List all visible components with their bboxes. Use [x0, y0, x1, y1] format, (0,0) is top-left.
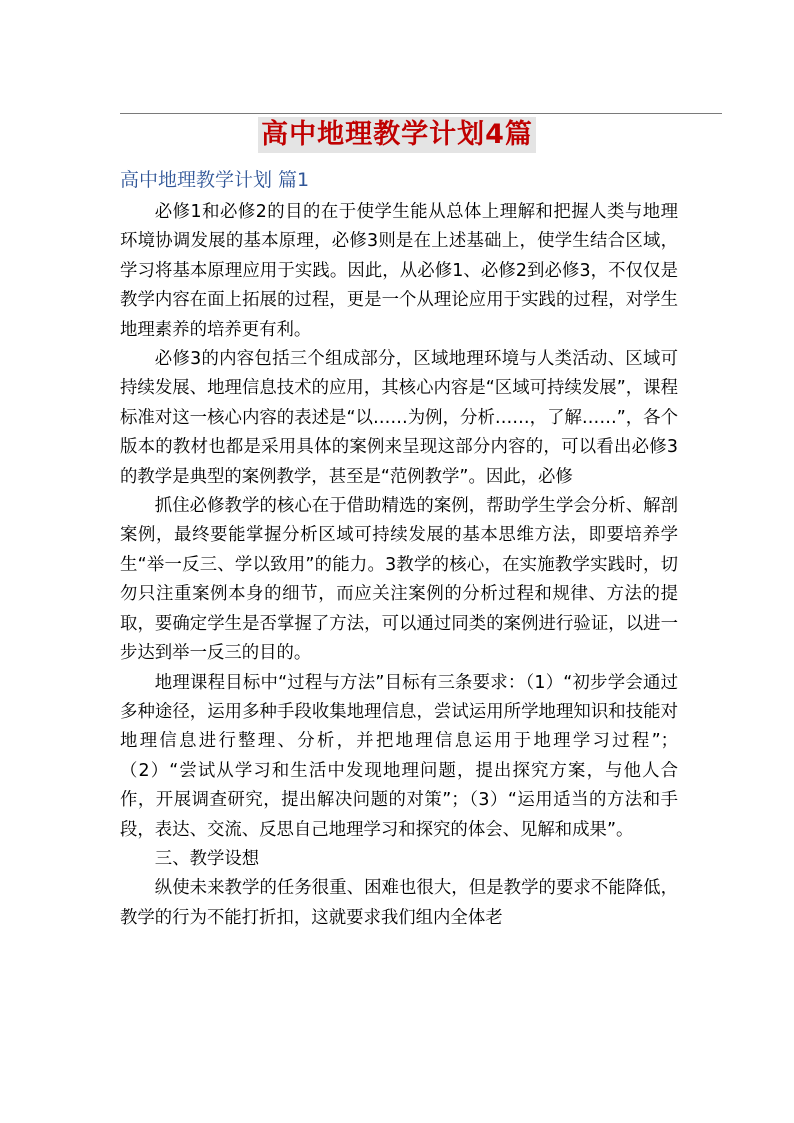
- section-heading: 高中地理教学计划 篇1: [120, 169, 310, 191]
- body-paragraph: 抓住必修教学的核心在于借助精选的案例，帮助学生学会分析、解剖案例，最终要能掌握分析区域可持续发展的基本思维方法，即要培养学生“举一反三、学以致用”的能力。3教学的核心，在实施教学实践时，切勿只注重案例本身的细节，而应关注案例的分析过程和规律、方法的提取，要确定学生是否掌握了方法，可以通过同类的案例进行验证，以进一步达到举一反三的目的。: [120, 496, 678, 664]
- body-paragraph: 纵使未来教学的任务很重、困难也很大，但是教学的要求不能降低，教学的行为不能打折扣，这就要求我们组内全体老: [120, 878, 678, 928]
- document-body: [120, 198, 678, 933]
- subsection-heading: 三、教学设想: [154, 848, 260, 869]
- document-title-text: 高中地理教学计划4篇: [258, 117, 536, 153]
- body-paragraph: 必修3的内容包括三个组成部分，区域地理环境与人类活动、区域可持续发展、地理信息技术的应用，其核心内容是“区域可持续发展”，课程标准对这一核心内容的表述是“以……为例，分析……，了解……”，各个版本的教材也都是采用具体的案例来呈现这部分内容的，可以看出必修3的教学是典型的案例教学，甚至是“范例教学”。因此，必修: [120, 349, 678, 487]
- document-title: [0, 114, 794, 153]
- body-paragraph: 必修1和必修2的目的在于使学生能从总体上理解和把握人类与地理环境协调发展的基本原理，必修3则是在上述基础上，使学生结合区域，学习将基本原理应用于实践。因此，从必修1、必修2到必修3，不仅仅是教学内容在面上拓展的过程，更是一个从理论应用于实践的过程，对学生地理素养的培养更有利。: [120, 202, 678, 340]
- body-paragraph: 地理课程目标中“过程与方法”目标有三条要求：（1）“初步学会通过多种途径，运用多种手段收集地理信息，尝试运用所学地理知识和技能对地理信息进行整理、分析，并把地理信息运用于地理学习过程”；（2）“尝试从学习和生活中发现地理问题，提出探究方案，与他人合作，开展调查研究，提出解决问题的对策”；（3）“运用适当的方法和手段，表达、交流、反思自己地理学习和探究的体会、见解和成果”。: [120, 672, 678, 840]
